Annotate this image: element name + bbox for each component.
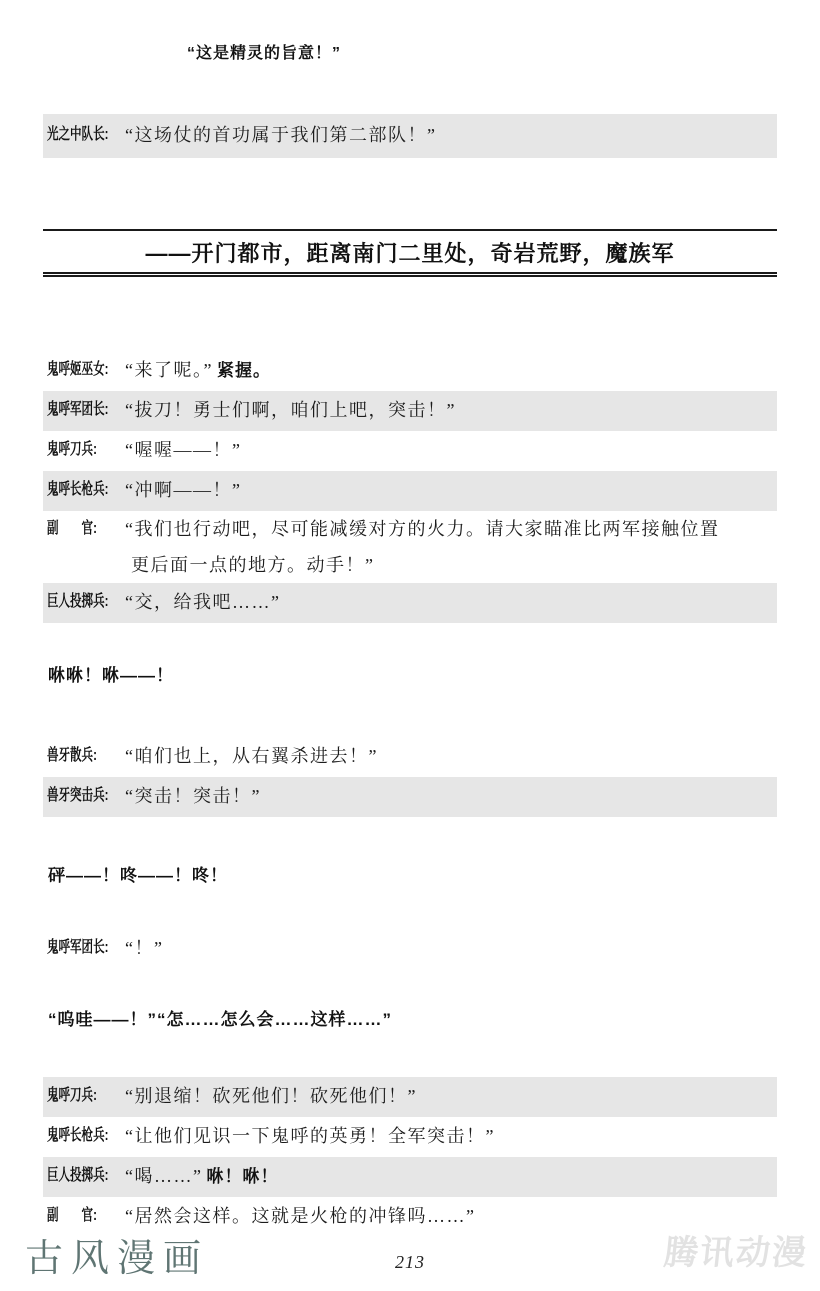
speaker-label: 副 官: bbox=[47, 520, 97, 537]
dialogue-row bbox=[43, 1157, 777, 1197]
page-content bbox=[43, 0, 777, 1237]
dialogue-block-c bbox=[43, 1077, 777, 1237]
dialogue-text: “居然会这样。这就是火枪的冲锋吗……” bbox=[125, 1206, 476, 1226]
watermark: 腾讯动漫 bbox=[662, 1234, 810, 1272]
dialogue-text: “来了呢。” bbox=[125, 360, 213, 380]
dialogue-emphasis: 紧握。 bbox=[216, 361, 271, 380]
dialogue-text: “喔喔——！” bbox=[125, 440, 242, 460]
dialogue-row bbox=[43, 1077, 777, 1117]
speaker-label: 鬼呼军团长: bbox=[47, 401, 109, 418]
dialogue-text: “这场仗的首功属于我们第二部队！” bbox=[125, 125, 437, 145]
dialogue-row bbox=[43, 777, 777, 817]
dialogue-text: “拔刀！勇士们啊，咱们上吧，突击！” bbox=[125, 400, 456, 420]
dialogue-row bbox=[43, 351, 777, 391]
dialogue-row bbox=[43, 737, 777, 777]
dialogue-text: “让他们见识一下鬼呼的英勇！全军突击！” bbox=[125, 1126, 495, 1146]
scene-heading: ——开门都市，距离南门二里处，奇岩荒野，魔族军 bbox=[43, 229, 777, 277]
dialogue-text: “突击！突击！” bbox=[125, 786, 261, 806]
dialogue-row bbox=[43, 391, 777, 431]
dialogue-block-b bbox=[43, 737, 777, 817]
speaker-label: 鬼呼长枪兵: bbox=[47, 1127, 109, 1144]
dialogue-text-line2: 更后面一点的地方。动手！” bbox=[131, 555, 375, 575]
dialogue-row bbox=[43, 929, 777, 969]
speaker-label: 副 官: bbox=[47, 1207, 97, 1224]
shout-line: “呜哇——！”“怎……怎么会……这样……” bbox=[48, 1010, 392, 1029]
dialogue-text: “冲啊——！” bbox=[125, 480, 242, 500]
intro-quote: “这是精灵的旨意！” bbox=[187, 45, 342, 62]
speaker-label: 鬼呼长枪兵: bbox=[47, 481, 109, 498]
dialogue-text: “咱们也上，从右翼杀进去！” bbox=[125, 746, 378, 766]
speaker-label: 鬼呼军团长: bbox=[47, 939, 109, 956]
dialogue-text: “喝……” bbox=[125, 1166, 203, 1186]
dialogue-row bbox=[43, 471, 777, 511]
speaker-label: 巨人投掷兵: bbox=[47, 1167, 109, 1184]
dialogue-emphasis: 咻！咻！ bbox=[206, 1167, 279, 1186]
speaker-label: 鬼呼刀兵: bbox=[47, 441, 97, 458]
dialogue-row bbox=[43, 583, 777, 623]
footer-brand: 古风漫画 bbox=[25, 1238, 210, 1280]
page-number: 213 bbox=[395, 1252, 425, 1272]
dialogue-row bbox=[43, 114, 777, 158]
dialogue-text: “别退缩！砍死他们！砍死他们！” bbox=[125, 1086, 417, 1106]
speaker-label: 鬼呼刀兵: bbox=[47, 1087, 97, 1104]
dialogue-row bbox=[43, 1117, 777, 1157]
sound-effect-line: 砰——！咚——！咚！ bbox=[48, 866, 228, 885]
dialogue-text-line1: “我们也行动吧，尽可能减缓对方的火力。请大家瞄准比两军接触位置 bbox=[125, 519, 720, 539]
speaker-label: 光之中队长: bbox=[47, 126, 109, 143]
speaker-label: 兽牙散兵: bbox=[47, 747, 97, 764]
dialogue-row bbox=[43, 431, 777, 471]
speaker-label: 巨人投掷兵: bbox=[47, 593, 109, 610]
dialogue-block-a bbox=[43, 351, 777, 623]
sound-effect-line: 咻咻！咻——！ bbox=[48, 666, 174, 685]
speaker-label: 鬼呼姬巫女: bbox=[47, 361, 109, 378]
dialogue-row bbox=[43, 511, 777, 583]
dialogue-text: “！” bbox=[125, 938, 164, 958]
dialogue-text: “交，给我吧……” bbox=[125, 592, 281, 612]
speaker-label: 兽牙突击兵: bbox=[47, 787, 109, 804]
